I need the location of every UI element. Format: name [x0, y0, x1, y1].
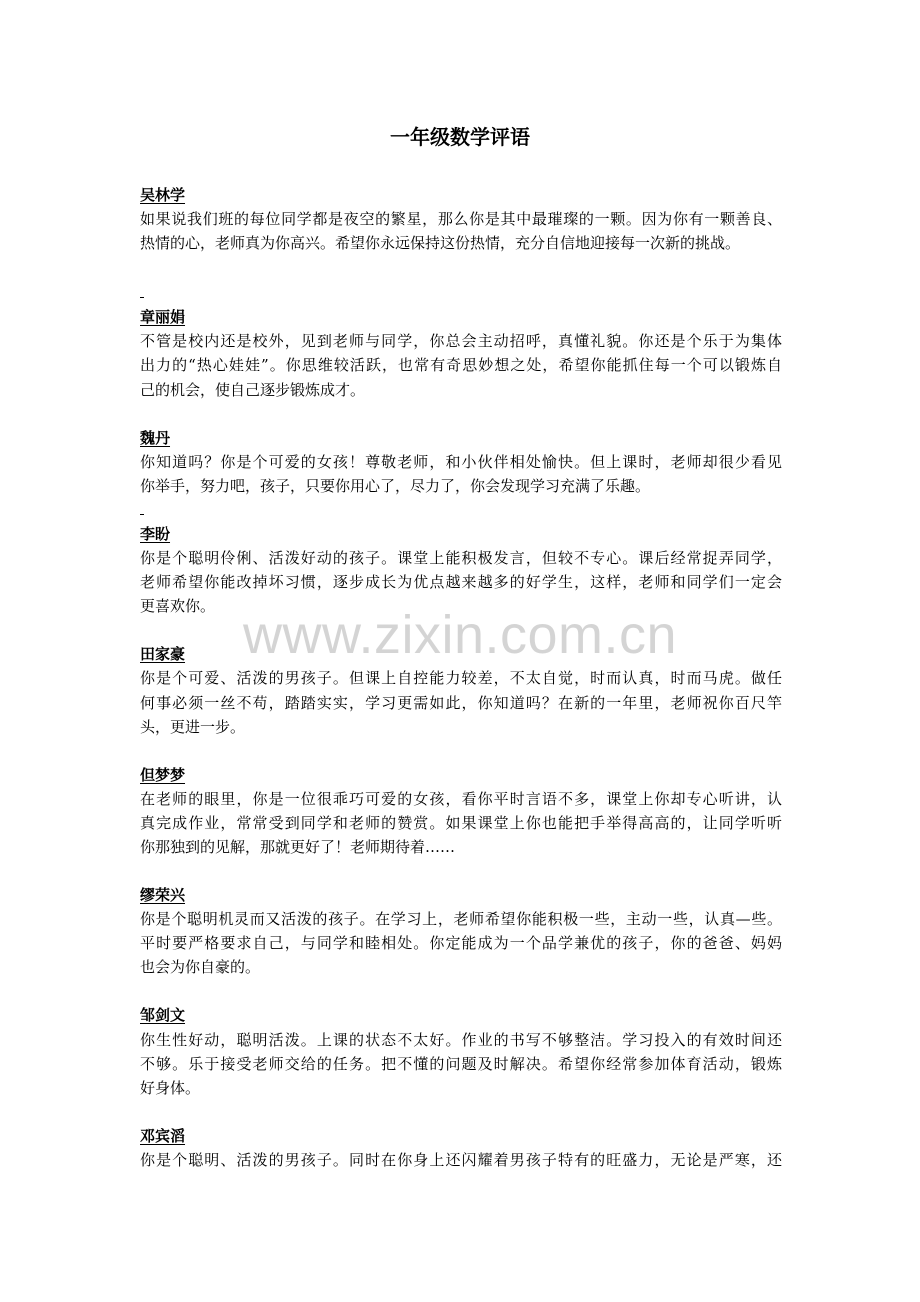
- student-name: 吴林学: [140, 186, 186, 204]
- student-name: 章丽娟: [140, 308, 186, 327]
- comment-line: 何事必须一丝不苟，踏踏实实，学习更需如此，你知道吗？在新的一年里，老师祝你百尺竿: [140, 693, 782, 712]
- comment-list: [140, 183, 782, 1172]
- comment-entry: [140, 305, 782, 401]
- student-name: 缪荣兴: [140, 886, 186, 905]
- comment-line: 真完成作业，常常受到同学和老师的赞赏。如果课堂上你也能把手举得高高的，让同学听听: [140, 813, 782, 832]
- comment-line: 出力的“热心娃娃”。你思维较活跃，也常有奇思妙想之处，希望你能抓住每一个可以锻炼自: [140, 356, 782, 375]
- comment-entry: [140, 642, 782, 738]
- comment-line: 在老师的眼里，你是一位很乖巧可爱的女孩，看你平时言语不多，课堂上你却专心听讲，认: [140, 789, 782, 808]
- comment-line: 更喜欢你。: [140, 597, 216, 616]
- comment-line: 你是个聪明伶俐、活泼好动的孩子。课堂上能积极发言，但较不专心。课后经常捉弄同学，: [140, 549, 782, 568]
- student-name: 田家豪: [140, 645, 186, 664]
- comment-line: 如果说我们班的每位同学都是夜空的繁星，那么你是其中最璀璨的一颗。因为你有一颗善良、: [140, 210, 782, 229]
- comment-entry: [140, 883, 782, 979]
- comment-line: 你是个聪明机灵而又活泼的孩子。在学习上，老师希望你能积极一些，主动一些，认真—些。: [140, 910, 782, 929]
- comment-line: 不管是校内还是校外，见到老师与同学，你总会主动招呼，真懂礼貌。你还是个乐于为集体: [140, 332, 782, 351]
- lead-mark: [140, 514, 144, 515]
- document-title: 一年级数学评语: [390, 125, 530, 149]
- comment-line: 也会为你自豪的。: [140, 958, 261, 977]
- comment-entry: [140, 1124, 782, 1172]
- comment-line: 平时要严格要求自己，与同学和睦相处。你定能成为一个品学兼优的孩子，你的爸爸、妈妈: [140, 934, 782, 953]
- comment-line: 热情的心，老师真为你高兴。希望你永远保持这份热情，充分自信地迎接每一次新的挑战。: [140, 234, 741, 253]
- student-name: 邹剑文: [140, 1006, 186, 1025]
- comment-entry: [140, 426, 782, 498]
- comment-line: 老师希望你能改掉坏习惯，逐步成长为优点越来越多的好学生，这样，老师和同学们一定会: [140, 573, 782, 592]
- comment-line: 你是个聪明、活泼的男孩子。同时在你身上还闪耀着男孩子特有的旺盛力，无论是严寒，还: [140, 1150, 782, 1169]
- comment-entry: [140, 522, 782, 618]
- student-name: 但梦梦: [140, 765, 186, 784]
- comment-line: 你是个可爱、活泼的男孩子。但课上自控能力较差，不太自觉，时而认真，时而马虎。做任: [140, 669, 782, 688]
- comment-line: 好身体。: [140, 1078, 201, 1097]
- watermark: www.zixin.com.cn: [242, 605, 678, 665]
- comment-line: 你生性好动，聪明活泼。上课的状态不太好。作业的书写不够整洁。学习投入的有效时间还: [140, 1030, 782, 1049]
- student-name: 邓宾滔: [140, 1126, 186, 1145]
- comment-line: 己的机会，使自己逐步锻炼成才。: [140, 380, 366, 399]
- comment-line: 你举手，努力吧，孩子，只要你用心了，尽力了，你会发现学习充满了乐趣。: [140, 476, 651, 495]
- comment-entry: [140, 1003, 782, 1099]
- comment-line: 不够。乐于接受老师交给的任务。把不懂的问题及时解决。希望你经常参加体育活动，锻炼: [140, 1054, 782, 1073]
- lead-mark: [140, 297, 144, 298]
- comment-entry: [140, 763, 782, 859]
- student-name: 魏丹: [140, 428, 171, 447]
- student-name: 李盼: [140, 524, 171, 543]
- comment-line: 头，更进一步。: [140, 717, 246, 736]
- comment-line: 你知道吗？你是个可爱的女孩！尊敬老师，和小伙伴相处愉快。但上课时，老师却很少看见: [140, 452, 782, 471]
- comment-entry: [140, 183, 782, 255]
- comment-line: 你那独到的见解，那就更好了！老师期待着……: [140, 837, 456, 856]
